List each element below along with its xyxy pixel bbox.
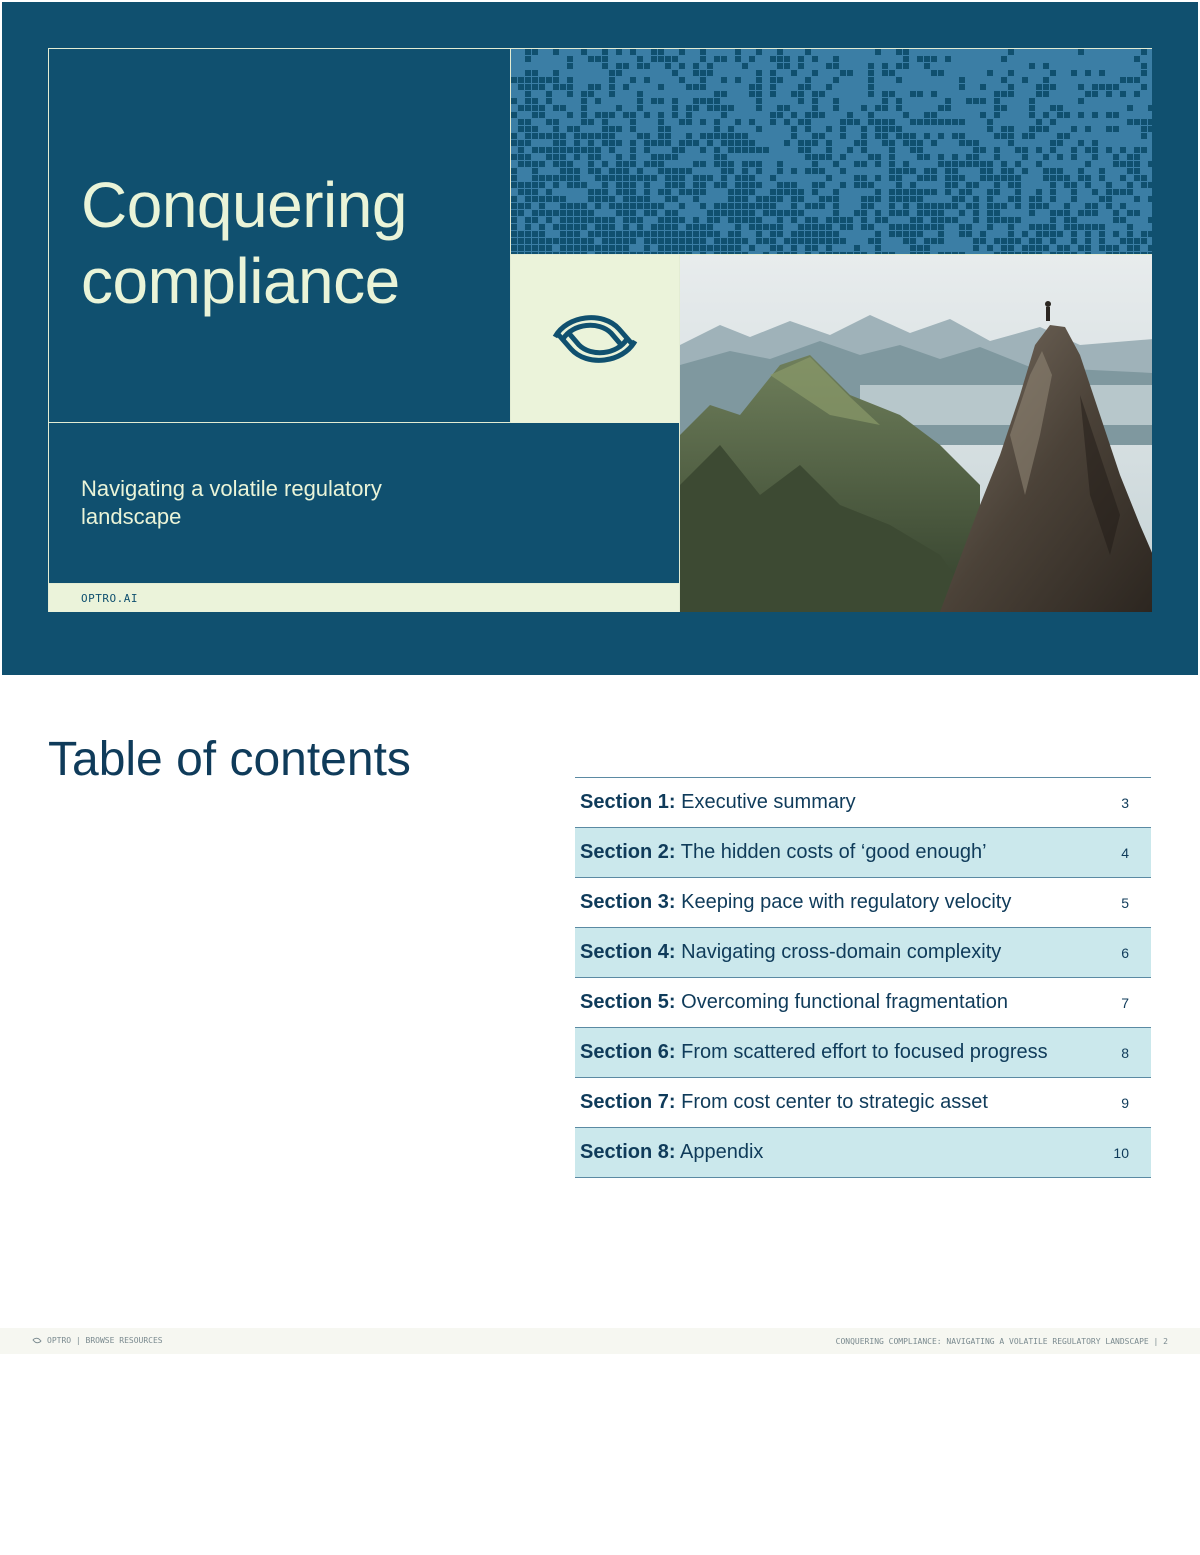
cover-panel xyxy=(2,2,1198,675)
toc-section-title: The hidden costs of ‘good enough’ xyxy=(680,841,987,863)
footer-left xyxy=(32,1336,163,1345)
toc-section-number: Section 7: xyxy=(580,1091,676,1113)
toc-section-number: Section 4: xyxy=(580,941,676,963)
toc-page-number: 6 xyxy=(1121,944,1129,961)
toc-row[interactable] xyxy=(575,1078,1151,1128)
toc-row-label xyxy=(580,791,856,814)
toc-section-title: From scattered effort to focused progress xyxy=(681,1041,1048,1063)
brand-url[interactable]: OPTRO.AI xyxy=(81,592,138,605)
toc-section-number: Section 2: xyxy=(580,841,676,863)
toc-page-number: 5 xyxy=(1121,894,1129,911)
title-box xyxy=(49,49,511,423)
toc-section-title: Keeping pace with regulatory velocity xyxy=(681,891,1012,913)
footer-right-text: CONQUERING COMPLIANCE: NAVIGATING A VOLATILE REGULATORY LANDSCAPE | 2 xyxy=(835,1337,1168,1346)
toc-row-label xyxy=(580,1041,1048,1064)
toc-row-label xyxy=(580,1091,988,1114)
toc-page-number: 9 xyxy=(1121,1094,1129,1111)
toc-row[interactable] xyxy=(575,928,1151,978)
toc-row-label xyxy=(580,841,987,864)
toc-section-number: Section 5: xyxy=(580,991,676,1013)
cover-frame xyxy=(48,48,1152,612)
toc-row-label xyxy=(580,991,1008,1014)
toc-list xyxy=(575,777,1151,1178)
cover-title: Conquering compliance xyxy=(81,169,407,317)
toc-row[interactable] xyxy=(575,1028,1151,1078)
optro-logo-icon xyxy=(547,307,643,371)
toc-page-number: 8 xyxy=(1121,1044,1129,1061)
toc-row-label xyxy=(580,1141,763,1164)
toc-row-label xyxy=(580,891,1011,914)
cover-subtitle: Navigating a volatile regulatory landscape xyxy=(81,476,382,529)
toc-section-number: Section 1: xyxy=(580,791,676,813)
toc-heading: Table of contents xyxy=(48,733,411,786)
toc-section-title: Appendix xyxy=(680,1141,764,1163)
toc-page-number: 10 xyxy=(1113,1144,1129,1161)
brand-strip xyxy=(49,583,679,612)
toc-page-number: 7 xyxy=(1121,994,1129,1011)
mountain-summit-photo xyxy=(679,255,1152,612)
toc-section-number: Section 8: xyxy=(580,1141,676,1163)
optro-small-logo-icon xyxy=(32,1337,42,1344)
subtitle-box xyxy=(49,423,679,583)
logo-box xyxy=(511,255,679,423)
toc-row[interactable] xyxy=(575,828,1151,878)
page-footer xyxy=(0,1328,1200,1354)
pixel-pattern xyxy=(511,49,1152,255)
toc-row[interactable] xyxy=(575,878,1151,928)
toc-section-title: Executive summary xyxy=(681,791,856,813)
toc-section-title: From cost center to strategic asset xyxy=(681,1091,988,1113)
toc-section-number: Section 6: xyxy=(580,1041,676,1063)
toc-page-number: 4 xyxy=(1121,844,1129,861)
toc-page-number: 3 xyxy=(1121,794,1129,811)
toc-section-number: Section 3: xyxy=(580,891,676,913)
footer-left-text[interactable]: OPTRO | BROWSE RESOURCES xyxy=(47,1336,163,1345)
toc-row[interactable] xyxy=(575,978,1151,1028)
toc-section-title: Navigating cross-domain complexity xyxy=(681,941,1002,963)
toc-row[interactable] xyxy=(575,778,1151,828)
toc-section-title: Overcoming functional fragmentation xyxy=(681,991,1008,1013)
toc-row-label xyxy=(580,941,1001,964)
toc-row[interactable] xyxy=(575,1128,1151,1178)
